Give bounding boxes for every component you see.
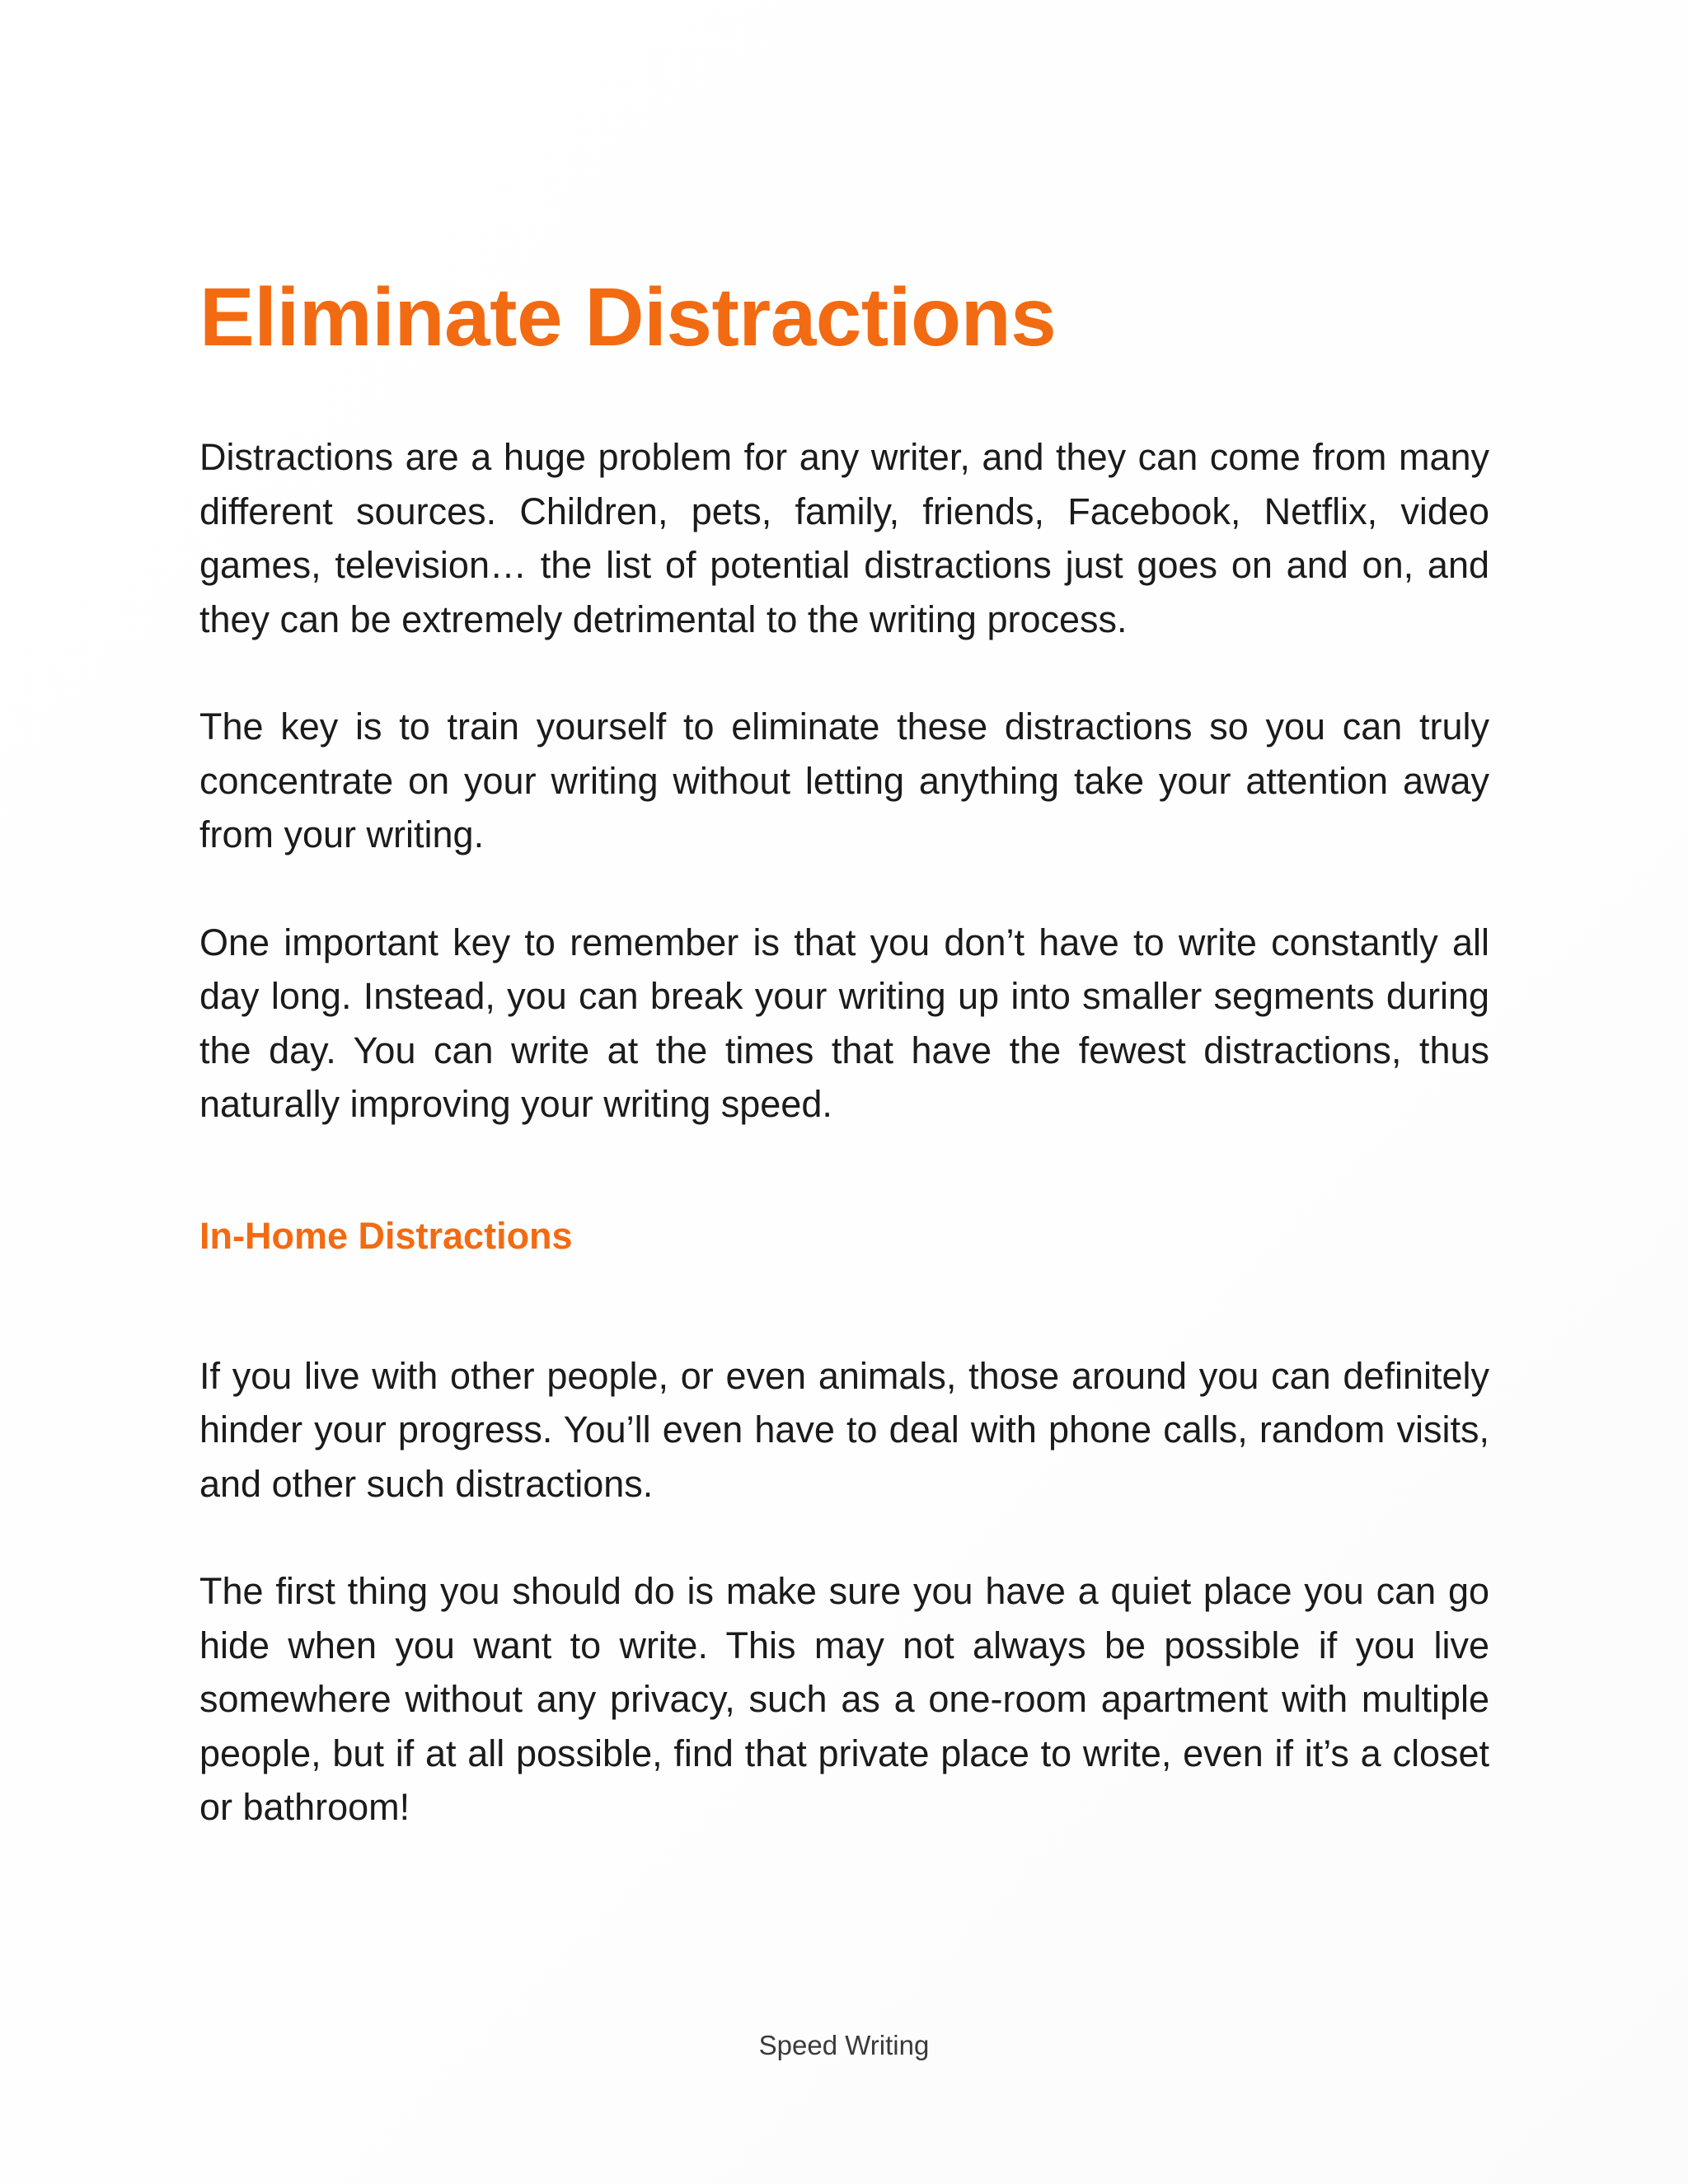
page-footer: Speed Writing — [758, 2030, 930, 2060]
body-paragraph: If you live with other people, or even animals, those around you can definitely hinder your progress. You’ll even have to deal with phone calls, random visits, and other such distractions. — [199, 1354, 1489, 1505]
section-heading: In-Home Distractions — [199, 1214, 573, 1257]
body-paragraph: The first thing you should do is make sure you have a quiet place you can go hide when you want to write. This may not always be possible if you live somewhere without any privacy, such as a one-room apartment with multiple people, but if at all possible, find that private place to write, even if it’s a closet or bathroom! — [199, 1570, 1489, 1828]
body-paragraph: The key is to train yourself to eliminate these distractions so you can truly concentrate on your writing without letting anything take your attention away from your writing. — [199, 705, 1489, 855]
body-paragraph: One important key to remember is that you don’t have to write constantly all day long. Instead, you can break your writing up into smaller segments during the day. You can write at the times that have the fewest distractions, thus naturally improving your writing speed. — [199, 921, 1489, 1125]
page-title: Eliminate Distractions — [199, 271, 1057, 363]
body-paragraph: Distractions are a huge problem for any writer, and they can come from many different sources. Children, pets, family, friends, Facebook, Netflix, video games, television… the list of potential distractions just goes on and on, and they can be extremely detrimental to the writing process. — [199, 436, 1489, 640]
page-content — [199, 272, 1489, 1888]
